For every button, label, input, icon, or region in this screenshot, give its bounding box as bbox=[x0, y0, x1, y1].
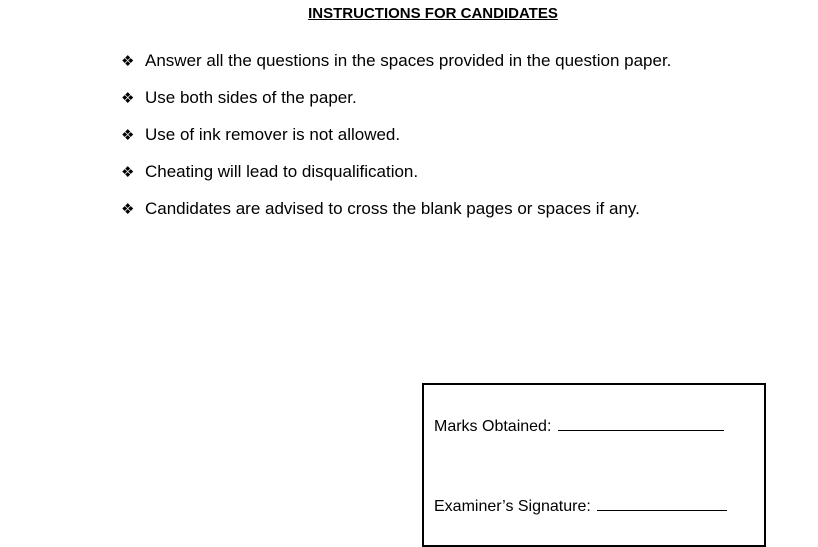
instruction-item bbox=[121, 42, 671, 79]
instruction-item bbox=[121, 153, 671, 190]
page-title: INSTRUCTIONS FOR CANDIDATES bbox=[308, 5, 558, 22]
examiner-signature-blank[interactable] bbox=[597, 496, 727, 511]
marks-obtained-row bbox=[434, 416, 724, 436]
diamond-bullet-icon: ❖ bbox=[121, 200, 135, 218]
instruction-text: Candidates are advised to cross the blank pages or spaces if any. bbox=[145, 198, 640, 218]
instruction-item bbox=[121, 190, 671, 227]
examiner-signature-row bbox=[434, 496, 727, 516]
instruction-text: Cheating will lead to disqualification. bbox=[145, 161, 419, 181]
diamond-bullet-icon: ❖ bbox=[121, 89, 135, 107]
marks-obtained-blank[interactable] bbox=[558, 416, 724, 431]
marks-obtained-label: Marks Obtained: bbox=[434, 418, 552, 435]
diamond-bullet-icon: ❖ bbox=[121, 126, 135, 144]
examiner-signature-label: Examiner’s Signature: bbox=[434, 498, 591, 515]
instructions-list bbox=[121, 42, 671, 227]
instruction-item bbox=[121, 79, 671, 116]
instruction-text: Use of ink remover is not allowed. bbox=[145, 124, 401, 144]
diamond-bullet-icon: ❖ bbox=[121, 163, 135, 181]
diamond-bullet-icon: ❖ bbox=[121, 52, 135, 70]
instruction-text: Answer all the questions in the spaces provided in the question paper. bbox=[145, 50, 672, 70]
instruction-item bbox=[121, 116, 671, 153]
instruction-text: Use both sides of the paper. bbox=[145, 87, 357, 107]
marks-box bbox=[422, 383, 766, 547]
